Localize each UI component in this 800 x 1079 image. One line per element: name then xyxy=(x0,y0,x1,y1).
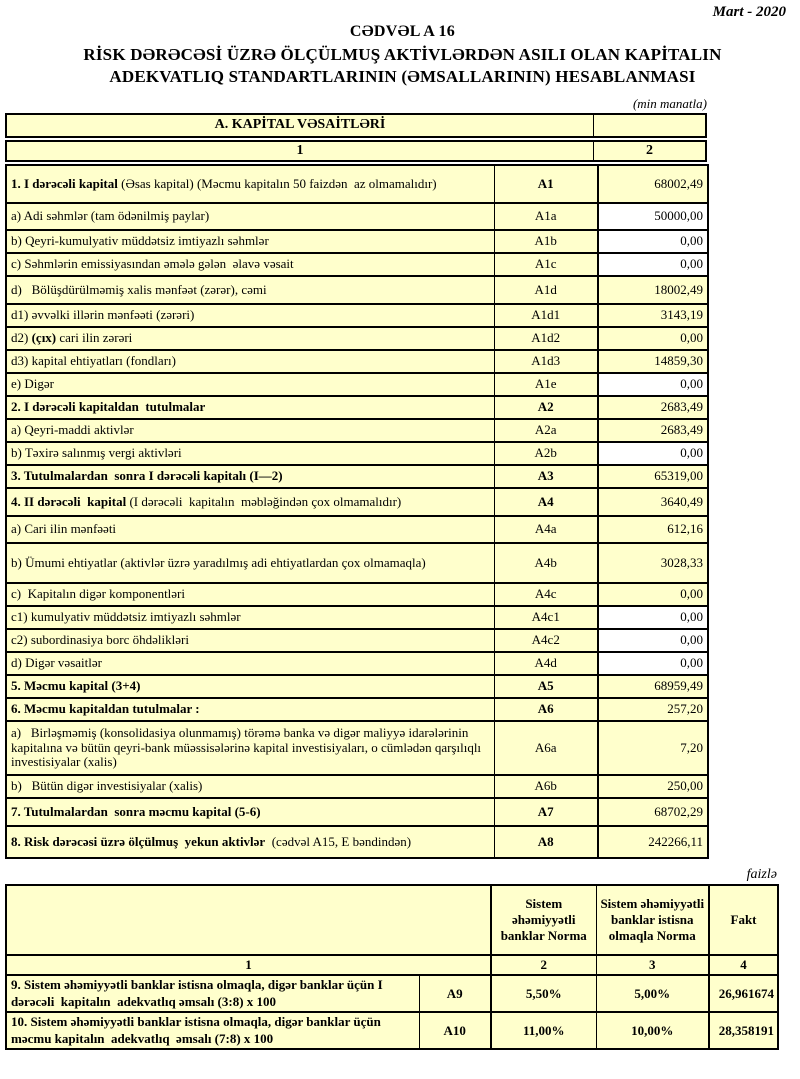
table-row xyxy=(6,253,708,276)
label-pre: a) Qeyri-maddi aktivlər xyxy=(11,422,134,438)
label-pre: d2) xyxy=(11,330,32,346)
label-pre: b) Ümumi ehtiyatlar (aktivlər üzrə yaradılmış adi ehtiyatlardan çox olmamaqla) xyxy=(11,554,426,570)
unit-note-faizle: faizlə xyxy=(746,866,777,882)
row-value: 14859,30 xyxy=(598,350,708,373)
row-value: 0,00 xyxy=(598,606,708,629)
table-row xyxy=(6,652,708,675)
table-row xyxy=(6,516,708,543)
row-value: 2683,49 xyxy=(598,396,708,419)
label-strong: 6. Məcmu kapitaldan tutulmalar : xyxy=(11,701,200,717)
row-code: A10 xyxy=(419,1012,491,1049)
row-fakt: 28,358191 xyxy=(709,1012,778,1049)
row-code: A6a xyxy=(494,721,598,775)
table-row xyxy=(6,629,708,652)
label-pre: a) Cari ilin mənfəəti xyxy=(11,521,117,537)
label-pre: c) Kapitalın digər komponentləri xyxy=(11,586,186,602)
row-label xyxy=(6,488,494,516)
table-row xyxy=(6,543,708,583)
row-label: 10. Sistem əhəmiyyətli banklar istisna olmaqla, digər banklar üçün məcmu kapitalın adekvatlıq əmsalı (7:8) x 100 xyxy=(6,1012,419,1049)
page-title-line2: ADEKVATLIQ STANDARTLARININ (ƏMSALLARININ) HESABLANMASI xyxy=(109,67,696,87)
row-code: A9 xyxy=(419,975,491,1012)
column-header-fakt: Fakt xyxy=(709,885,778,955)
label-pre: b) Təxirə salınmış vergi aktivləri xyxy=(11,445,182,461)
table-row xyxy=(6,203,708,230)
page-title-line1: RİSK DƏRƏCƏSİ ÜZRƏ ÖLÇÜLMUŞ AKTİVLƏRDƏN ASILI OLAN KAPİTALIN xyxy=(83,45,722,64)
table-row xyxy=(6,675,708,698)
row-label xyxy=(6,276,494,304)
table-row xyxy=(6,798,708,826)
row-value: 0,00 xyxy=(598,230,708,253)
row-value: 68702,29 xyxy=(598,798,708,826)
row-label xyxy=(6,442,494,465)
label-strong: 1. I dərəcəli kapital xyxy=(11,175,118,191)
column-number-1: 1 xyxy=(7,142,594,160)
column-number-4: 4 xyxy=(709,955,778,975)
label-pre: b) Qeyri-kumulyativ müddətsiz imtiyazlı səhmlər xyxy=(11,233,269,249)
label-pre: c) Səhmlərin emissiyasından əmələ gələn əlavə vəsait xyxy=(11,256,294,272)
row-label xyxy=(6,373,494,396)
row-label xyxy=(6,253,494,276)
column-number-2: 2 xyxy=(646,142,653,158)
label-pre: c2) subordinasiya borc öhdəlikləri xyxy=(11,632,189,648)
label-strong: (çıx) xyxy=(31,330,57,346)
ratios-table xyxy=(5,884,779,1050)
row-label xyxy=(6,203,494,230)
table-row xyxy=(6,583,708,606)
row-label xyxy=(6,465,494,488)
table-row xyxy=(6,721,708,775)
row-code: A1d2 xyxy=(494,327,598,350)
row-code: A2b xyxy=(494,442,598,465)
row-label xyxy=(6,543,494,583)
label-rest: (cədvəl A15, E bəndindən) xyxy=(265,833,412,849)
row-value: 257,20 xyxy=(598,698,708,721)
capital-table xyxy=(5,164,709,859)
label-pre: d) Digər vəsaitlər xyxy=(11,655,102,671)
column-header-norm-excluding-systemic: Sistem əhəmiyyətli banklar istisna olmaqla Norma xyxy=(596,885,709,955)
table-row xyxy=(6,327,708,350)
row-norm-systemic: 11,00% xyxy=(491,1012,596,1049)
row-code: A6 xyxy=(494,698,598,721)
row-value: 612,16 xyxy=(598,516,708,543)
table-row xyxy=(6,350,708,373)
row-code: A4c2 xyxy=(494,629,598,652)
row-code: A8 xyxy=(494,826,598,858)
table-row xyxy=(6,373,708,396)
row-label: 9. Sistem əhəmiyyətli banklar istisna olmaqla, digər banklar üçün I dərəcəli kapitalın adekvatlıq əmsalı (3:8) x 100 xyxy=(6,975,419,1012)
row-code: A4d xyxy=(494,652,598,675)
row-code: A1 xyxy=(494,165,598,203)
table-row xyxy=(6,775,708,798)
row-code: A4 xyxy=(494,488,598,516)
row-fakt: 26,961674 xyxy=(709,975,778,1012)
table-row xyxy=(6,488,708,516)
label-rest: (I dərəcəli kapitalın məbləğindən çox olmamalıdır) xyxy=(126,493,402,509)
row-code: A4c xyxy=(494,583,598,606)
row-norm-excluding-systemic: 5,00% xyxy=(596,975,709,1012)
capital-table-header-strip xyxy=(5,113,707,138)
label-pre: c1) kumulyativ müddətsiz imtiyazlı səhmlər xyxy=(11,609,241,625)
table-row xyxy=(6,1012,778,1049)
row-code: A7 xyxy=(494,798,598,826)
row-value: 0,00 xyxy=(598,253,708,276)
label-pre: d3) kapital ehtiyatları (fondları) xyxy=(11,353,176,369)
row-code: A4c1 xyxy=(494,606,598,629)
table-row xyxy=(6,396,708,419)
row-value: 242266,11 xyxy=(598,826,708,858)
row-label xyxy=(6,230,494,253)
row-value: 3640,49 xyxy=(598,488,708,516)
row-code: A1d3 xyxy=(494,350,598,373)
row-label xyxy=(6,826,494,858)
row-label xyxy=(6,675,494,698)
column-number-3: 3 xyxy=(596,955,709,975)
label-pre: a) Adi səhmlər (tam ödənilmiş paylar) xyxy=(11,208,210,224)
row-code: A1d1 xyxy=(494,304,598,327)
row-value: 7,20 xyxy=(598,721,708,775)
label-strong: 8. Risk dərəcəsi üzrə ölçülmuş yekun aktivlər xyxy=(11,833,266,849)
table-row xyxy=(6,442,708,465)
row-code: A4a xyxy=(494,516,598,543)
row-value: 68002,49 xyxy=(598,165,708,203)
table-row xyxy=(6,230,708,253)
row-norm-excluding-systemic: 10,00% xyxy=(596,1012,709,1049)
row-norm-systemic: 5,50% xyxy=(491,975,596,1012)
table-row xyxy=(6,606,708,629)
table-row xyxy=(6,826,708,858)
label-strong: 3. Tutulmalardan sonra I dərəcəli kapitalı (I—2) xyxy=(11,468,283,484)
row-code: A1e xyxy=(494,373,598,396)
page-title xyxy=(5,44,800,89)
label-rest: (Əsas kapital) (Məcmu kapitalın 50 faizdən az olmamalıdır) xyxy=(117,175,437,191)
label-strong: 2. I dərəcəli kapitaldan tutulmalar xyxy=(11,399,206,415)
table-label: CƏDVƏL A 16 xyxy=(349,23,456,40)
table-row xyxy=(6,419,708,442)
row-label xyxy=(6,396,494,419)
row-code: A1c xyxy=(494,253,598,276)
row-value: 2683,49 xyxy=(598,419,708,442)
row-label xyxy=(6,327,494,350)
row-code: A4b xyxy=(494,543,598,583)
row-value: 0,00 xyxy=(598,442,708,465)
row-label xyxy=(6,419,494,442)
row-label xyxy=(6,583,494,606)
label-pre: d1) əvvəlki illərin mənfəəti (zərəri) xyxy=(11,307,195,323)
row-label xyxy=(6,652,494,675)
row-value: 0,00 xyxy=(598,652,708,675)
ratios-header-empty-cell xyxy=(6,885,491,955)
row-code: A1b xyxy=(494,230,598,253)
row-value: 0,00 xyxy=(598,373,708,396)
report-date: Mart - 2020 xyxy=(712,4,786,20)
ratios-table-header-row xyxy=(6,885,778,955)
row-value: 65319,00 xyxy=(598,465,708,488)
label-strong: 7. Tutulmalardan sonra məcmu kapital (5-6) xyxy=(11,803,261,819)
label-pre: e) Digər xyxy=(11,376,54,392)
row-code: A2 xyxy=(494,396,598,419)
table-row xyxy=(6,698,708,721)
row-code: A6b xyxy=(494,775,598,798)
table-row xyxy=(6,276,708,304)
column-number-2: 2 xyxy=(491,955,596,975)
row-label xyxy=(6,350,494,373)
row-value: 50000,00 xyxy=(598,203,708,230)
row-value: 68959,49 xyxy=(598,675,708,698)
row-code: A5 xyxy=(494,675,598,698)
label-strong: 4. II dərəcəli kapital xyxy=(11,493,127,509)
row-value: 0,00 xyxy=(598,583,708,606)
row-code: A1a xyxy=(494,203,598,230)
row-label xyxy=(6,606,494,629)
ratios-table-column-numbers xyxy=(6,955,778,975)
row-label xyxy=(6,629,494,652)
row-value: 0,00 xyxy=(598,629,708,652)
row-value: 250,00 xyxy=(598,775,708,798)
column-number-1: 1 xyxy=(6,955,491,975)
unit-note-min-manatla: (min manatla) xyxy=(632,95,707,111)
row-label xyxy=(6,165,494,203)
label-pre: d) Bölüşdürülməmiş xalis mənfəət (zərər), cəmi xyxy=(11,281,267,297)
row-label xyxy=(6,304,494,327)
row-label xyxy=(6,721,494,775)
row-code: A3 xyxy=(494,465,598,488)
row-value: 18002,49 xyxy=(598,276,708,304)
row-value: 0,00 xyxy=(598,327,708,350)
table-row xyxy=(6,165,708,203)
table-row xyxy=(6,304,708,327)
table-row xyxy=(6,975,778,1012)
column-header-norm-systemic: Sistem əhəmiyyətli banklar Norma xyxy=(491,885,596,955)
row-label xyxy=(6,516,494,543)
row-code: A2a xyxy=(494,419,598,442)
capital-table-column-numbers xyxy=(5,140,707,162)
row-value: 3143,19 xyxy=(598,304,708,327)
label-pre: a) Birləşməmiş (konsolidasiya olunmamış) törəmə banka və digər maliyyə idarələrinin kapitalına və bütün qeyri-bank müəssisələrinə kapital investisiyaları, o cümlədən qarşılıqlı investisiyalar (xalis) xyxy=(11,725,482,770)
row-value: 3028,33 xyxy=(598,543,708,583)
row-label xyxy=(6,775,494,798)
row-label xyxy=(6,698,494,721)
row-label xyxy=(6,798,494,826)
table-row xyxy=(6,465,708,488)
label-rest: cari ilin zərəri xyxy=(56,330,133,346)
row-code: A1d xyxy=(494,276,598,304)
capital-table-title: A. KAPİTAL VƏSAİTLƏRİ xyxy=(7,115,594,136)
label-strong: 5. Məcmu kapital (3+4) xyxy=(11,678,141,694)
label-pre: b) Bütün digər investisiyalar (xalis) xyxy=(11,778,203,794)
